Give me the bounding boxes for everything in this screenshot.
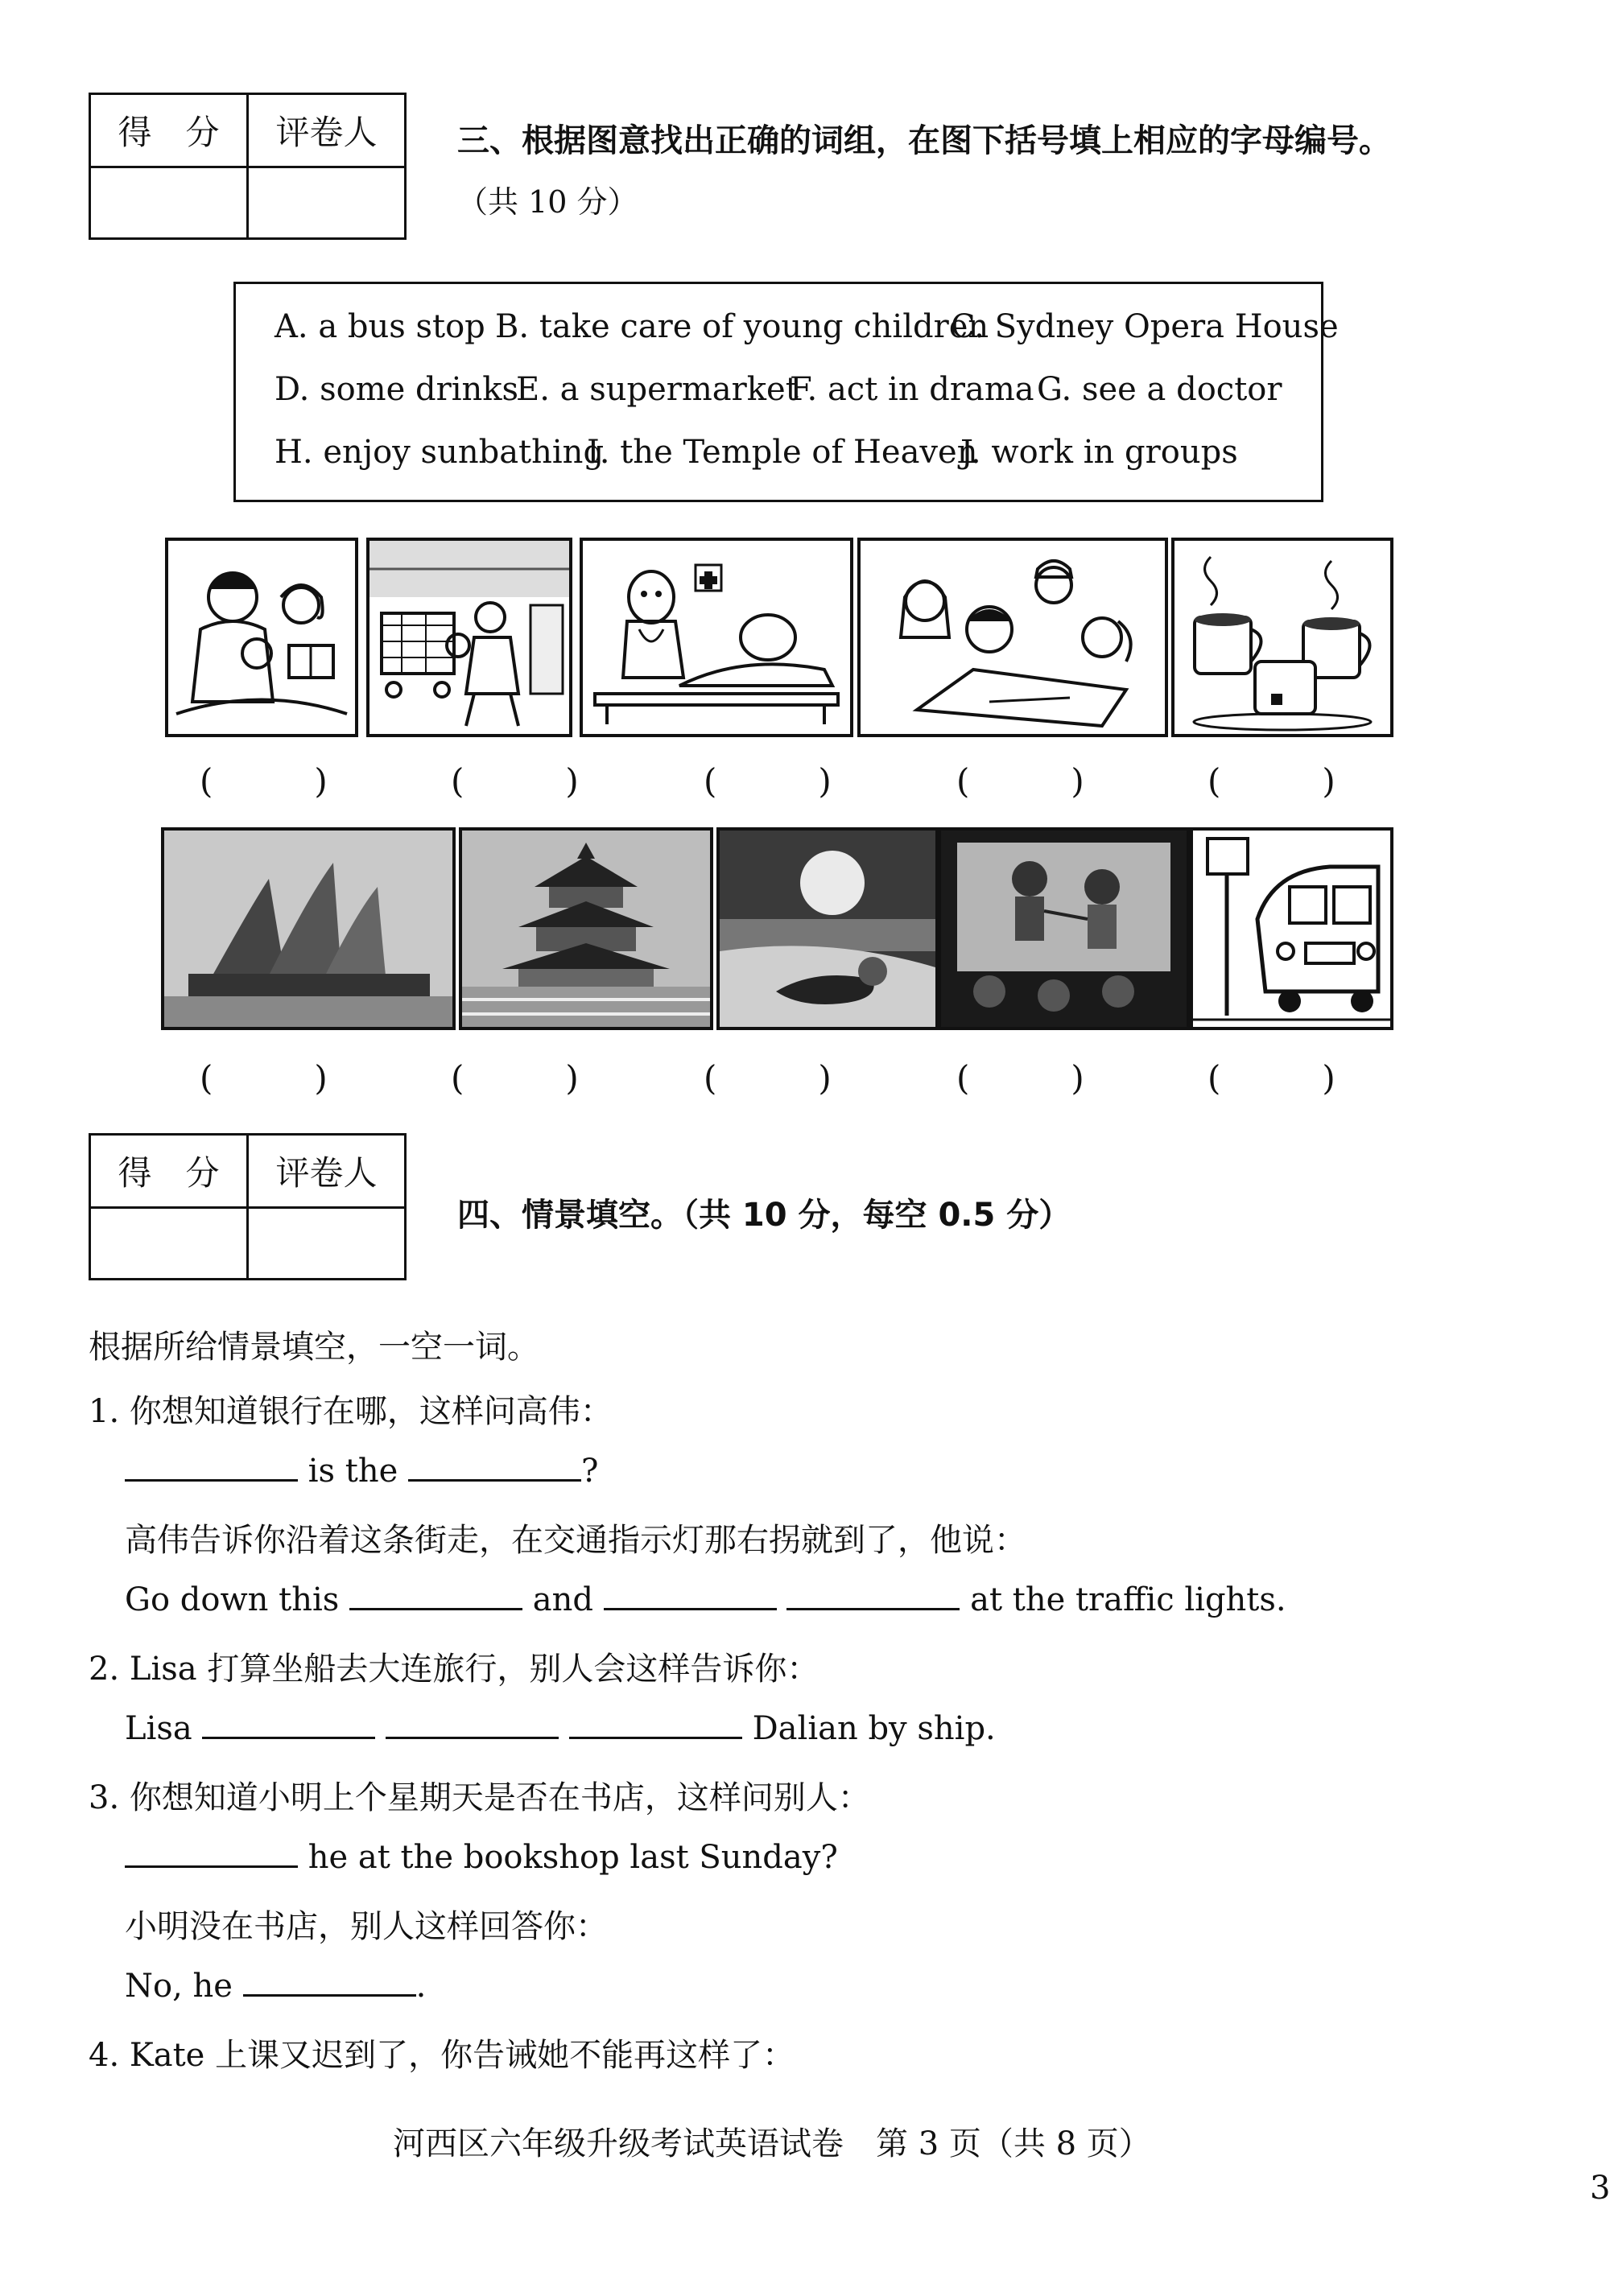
option-a: A. a bus stop [275, 308, 485, 345]
question-2: 2. Lisa 打算坐船去大连旅行，别人会这样告诉你： [89, 1651, 819, 1688]
question-3: 3. 你想知道小明上个星期天是否在书店，这样问别人： [89, 1779, 870, 1816]
answer-blank-3[interactable]: ( ) [704, 761, 832, 801]
blank[interactable] [786, 1579, 960, 1610]
option-g: G. see a doctor [1037, 371, 1282, 408]
option-c: C. Sydney Opera House [951, 308, 1339, 345]
blank[interactable] [243, 1965, 416, 1997]
score-table [89, 1133, 407, 1280]
option-i: I. the Temple of Heaven [587, 434, 978, 471]
blank[interactable] [125, 1450, 298, 1482]
option-e: E. a supermarket [516, 371, 799, 408]
grader-cell[interactable] [248, 1208, 406, 1280]
cups-drinks-icon [1171, 538, 1393, 737]
section3-title: 三、根据图意找出正确的词组，在图下括号填上相应的字母编号。 [457, 122, 1391, 159]
shopping-cart-icon [366, 538, 572, 737]
bus-stop-icon [1190, 827, 1393, 1030]
options-box [233, 282, 1339, 502]
text-fragment: Go down this [125, 1581, 340, 1618]
question-4: 4. Kate 上课又迟到了，你告诫她不能再这样了： [89, 2037, 795, 2074]
answer-blank-10[interactable]: ( ) [1208, 1058, 1335, 1098]
drama-stage-photo [938, 827, 1190, 1030]
blank[interactable] [569, 1708, 742, 1739]
score-cell[interactable] [90, 1208, 248, 1280]
text-fragment: ? [580, 1453, 599, 1490]
text-fragment: Dalian by ship. [752, 1710, 996, 1747]
blank[interactable] [408, 1450, 581, 1482]
answer-blank-2[interactable]: ( ) [451, 761, 579, 801]
answer-line [125, 1836, 838, 1876]
prompt-line: 高伟告诉你沿着这条街走，在交通指示灯那右拐就到了，他说： [125, 1522, 1026, 1559]
text-fragment: he at the bookshop last Sunday? [308, 1839, 838, 1876]
score-cell[interactable] [90, 167, 248, 239]
text-fragment: at the traffic lights. [970, 1581, 1286, 1618]
option-h: H. enjoy sunbathing [275, 434, 605, 471]
answer-line [125, 1708, 996, 1747]
option-j: J. work in groups [960, 434, 1238, 471]
text-fragment: No, he [125, 1968, 233, 2005]
doctor-patient-icon [580, 538, 853, 737]
blank[interactable] [202, 1708, 375, 1739]
answer-blank-5[interactable]: ( ) [1208, 761, 1335, 801]
answer-blank-8[interactable]: ( ) [704, 1058, 832, 1098]
text-fragment: . [415, 1968, 427, 2005]
question-1: 1. 你想知道银行在哪，这样问高伟： [89, 1393, 613, 1430]
score-label: 得 分 [90, 1135, 248, 1208]
answer-blank-4[interactable]: ( ) [956, 761, 1084, 801]
score-label: 得 分 [90, 94, 248, 167]
page-footer: 河西区六年级升级考试英语试卷 第 3 页（共 8 页） [393, 2125, 1151, 2162]
answer-line [125, 1579, 1286, 1618]
opera-house-photo [161, 827, 456, 1030]
text-fragment: and [532, 1581, 593, 1618]
grader-cell[interactable] [248, 167, 406, 239]
answer-blank-6[interactable]: ( ) [200, 1058, 328, 1098]
blank[interactable] [604, 1579, 777, 1610]
section4-intro: 根据所给情景填空，一空一词。 [89, 1329, 539, 1366]
text-fragment: is the [308, 1453, 398, 1490]
father-reading-icon [165, 538, 358, 737]
answer-blank-1[interactable]: ( ) [200, 761, 328, 801]
answer-blank-7[interactable]: ( ) [451, 1058, 579, 1098]
option-b: B. take care of young children [495, 308, 989, 345]
grader-label: 评卷人 [248, 94, 406, 167]
grader-label: 评卷人 [248, 1135, 406, 1208]
temple-photo [459, 827, 713, 1030]
group-work-icon [857, 538, 1168, 737]
sunbathing-photo [716, 827, 939, 1030]
text-fragment: Lisa [125, 1710, 192, 1747]
score-table [89, 93, 407, 240]
answer-line [125, 1450, 598, 1490]
option-f: F. act in drama [790, 371, 1034, 408]
answer-line [125, 1965, 426, 2005]
option-d: D. some drinks [275, 371, 519, 408]
prompt-line: 小明没在书店，别人这样回答你： [125, 1908, 608, 1945]
blank[interactable] [386, 1708, 559, 1739]
blank[interactable] [349, 1579, 522, 1610]
section4-title: 四、情景填空。（共 10 分，每空 0.5 分） [457, 1197, 1071, 1234]
section3-points: （共 10 分） [457, 184, 638, 220]
page-corner-number: 3 [1590, 2170, 1610, 2207]
blank[interactable] [125, 1836, 298, 1868]
answer-blank-9[interactable]: ( ) [956, 1058, 1084, 1098]
